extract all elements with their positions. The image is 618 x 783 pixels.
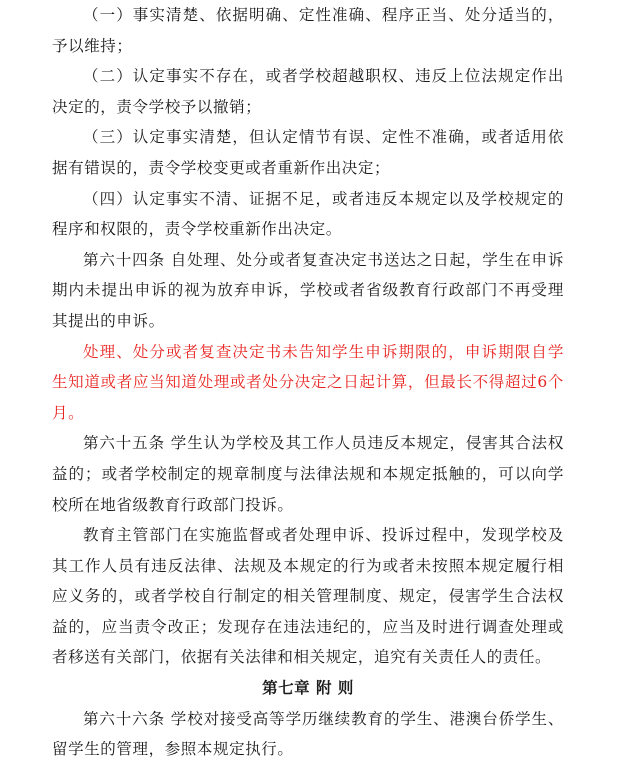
article-65-paragraph: 第六十五条 学生认为学校及其工作人员违反本规定，侵害其合法权益的；或者学校制定的规章制度与法律法规和本规定抵触的，可以向学校所在地省级教育行政部门投诉。 [52,434,564,514]
article-66-paragraph: 第六十六条 学校对接受高等学历继续教育的学生、港澳台侨学生、留学生的管理，参照本规定执行。 [52,709,564,759]
chapter-heading: 第七章 附 则 [262,679,354,698]
supervision-paragraph: 教育主管部门在实施监督或者处理申诉、投诉过程中，发现学校及其工作人员有违反法律、法规及本规定的行为或者未按照本规定履行相应义务的，或者学校自行制定的相关管理制度、规定，侵害学生合法权益的，应当责令改正；发现存在违法违纪的，应当及时进行调查处理或者移送有关部门，依据有关法律和相关规定，追究有关责任人的责任。 [52,526,564,667]
article-64-paragraph: 第六十四条 自处理、处分或者复查决定书送达之日起，学生在申诉期内未提出申诉的视为放弃申诉，学校或者省级教育行政部门不再受理其提出的申诉。 [52,250,564,330]
clause-1-paragraph: （一）事实清楚、依据明确、定性准确、程序正当、处分适当的，予以维持； [52,6,564,55]
clause-2-paragraph: （二）认定事实不存在，或者学校超越职权、违反上位法规定作出决定的，责令学校予以撤销； [52,67,564,116]
clause-4-paragraph: （四）认定事实不清、证据不足，或者违反本规定以及学校规定的程序和权限的，责令学校重新作出决定。 [52,189,564,239]
appeal-deadline-highlight-paragraph: 处理、处分或者复查决定书未告知学生申诉期限的，申诉期限自学生知道或者应当知道处理或者处分决定之日起计算，但最长不得超过6个月。 [52,342,564,422]
clause-3-paragraph: （三）认定事实清楚，但认定情节有误、定性不准确，或者适用依据有错误的，责令学校变更或者重新作出决定； [52,128,564,177]
